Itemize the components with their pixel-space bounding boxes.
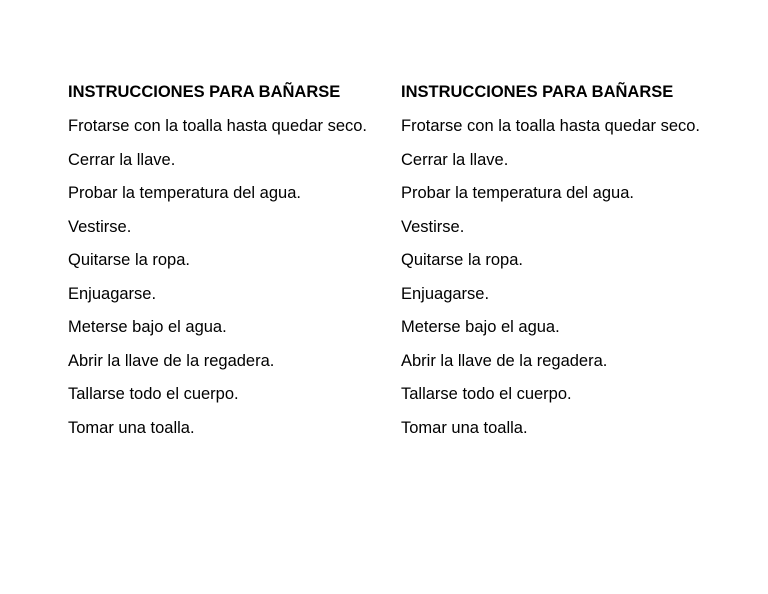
left-step-item: Abrir la llave de la regadera. — [68, 351, 275, 370]
right-step-item: Quitarse la ropa. — [401, 251, 523, 269]
right-step-item: Tallarse todo el cuerpo. — [401, 385, 572, 403]
right-step-item: Frotarse con la toalla hasta quedar seco. — [401, 117, 701, 135]
left-step-item: Enjuagarse. — [68, 284, 157, 303]
left-step-item: Meterse bajo el agua. — [68, 318, 227, 336]
left-step-item: Quitarse la ropa. — [68, 251, 190, 269]
right-step-item: Enjuagarse. — [401, 284, 490, 303]
left-step-item: Cerrar la llave. — [68, 150, 176, 169]
right-step-item: Tomar una toalla. — [401, 418, 528, 437]
left-step-list — [68, 114, 368, 440]
left-step-item: Tallarse todo el cuerpo. — [68, 385, 239, 403]
right-step-item: Abrir la llave de la regadera. — [401, 351, 608, 370]
left-instruction-column — [68, 80, 368, 449]
right-step-item: Meterse bajo el agua. — [401, 318, 560, 336]
left-step-item: Tomar una toalla. — [68, 418, 195, 437]
left-step-item: Frotarse con la toalla hasta quedar seco. — [68, 117, 368, 135]
right-step-item: Probar la temperatura del agua. — [401, 184, 634, 202]
left-step-item: Vestirse. — [68, 217, 132, 236]
right-step-list — [401, 114, 701, 440]
left-column-title: INSTRUCCIONES PARA BAÑARSE — [68, 83, 341, 101]
right-column-title: INSTRUCCIONES PARA BAÑARSE — [401, 83, 674, 101]
right-step-item: Vestirse. — [401, 217, 465, 236]
left-step-item: Probar la temperatura del agua. — [68, 184, 301, 202]
right-step-item: Cerrar la llave. — [401, 150, 509, 169]
right-instruction-column — [401, 80, 701, 449]
